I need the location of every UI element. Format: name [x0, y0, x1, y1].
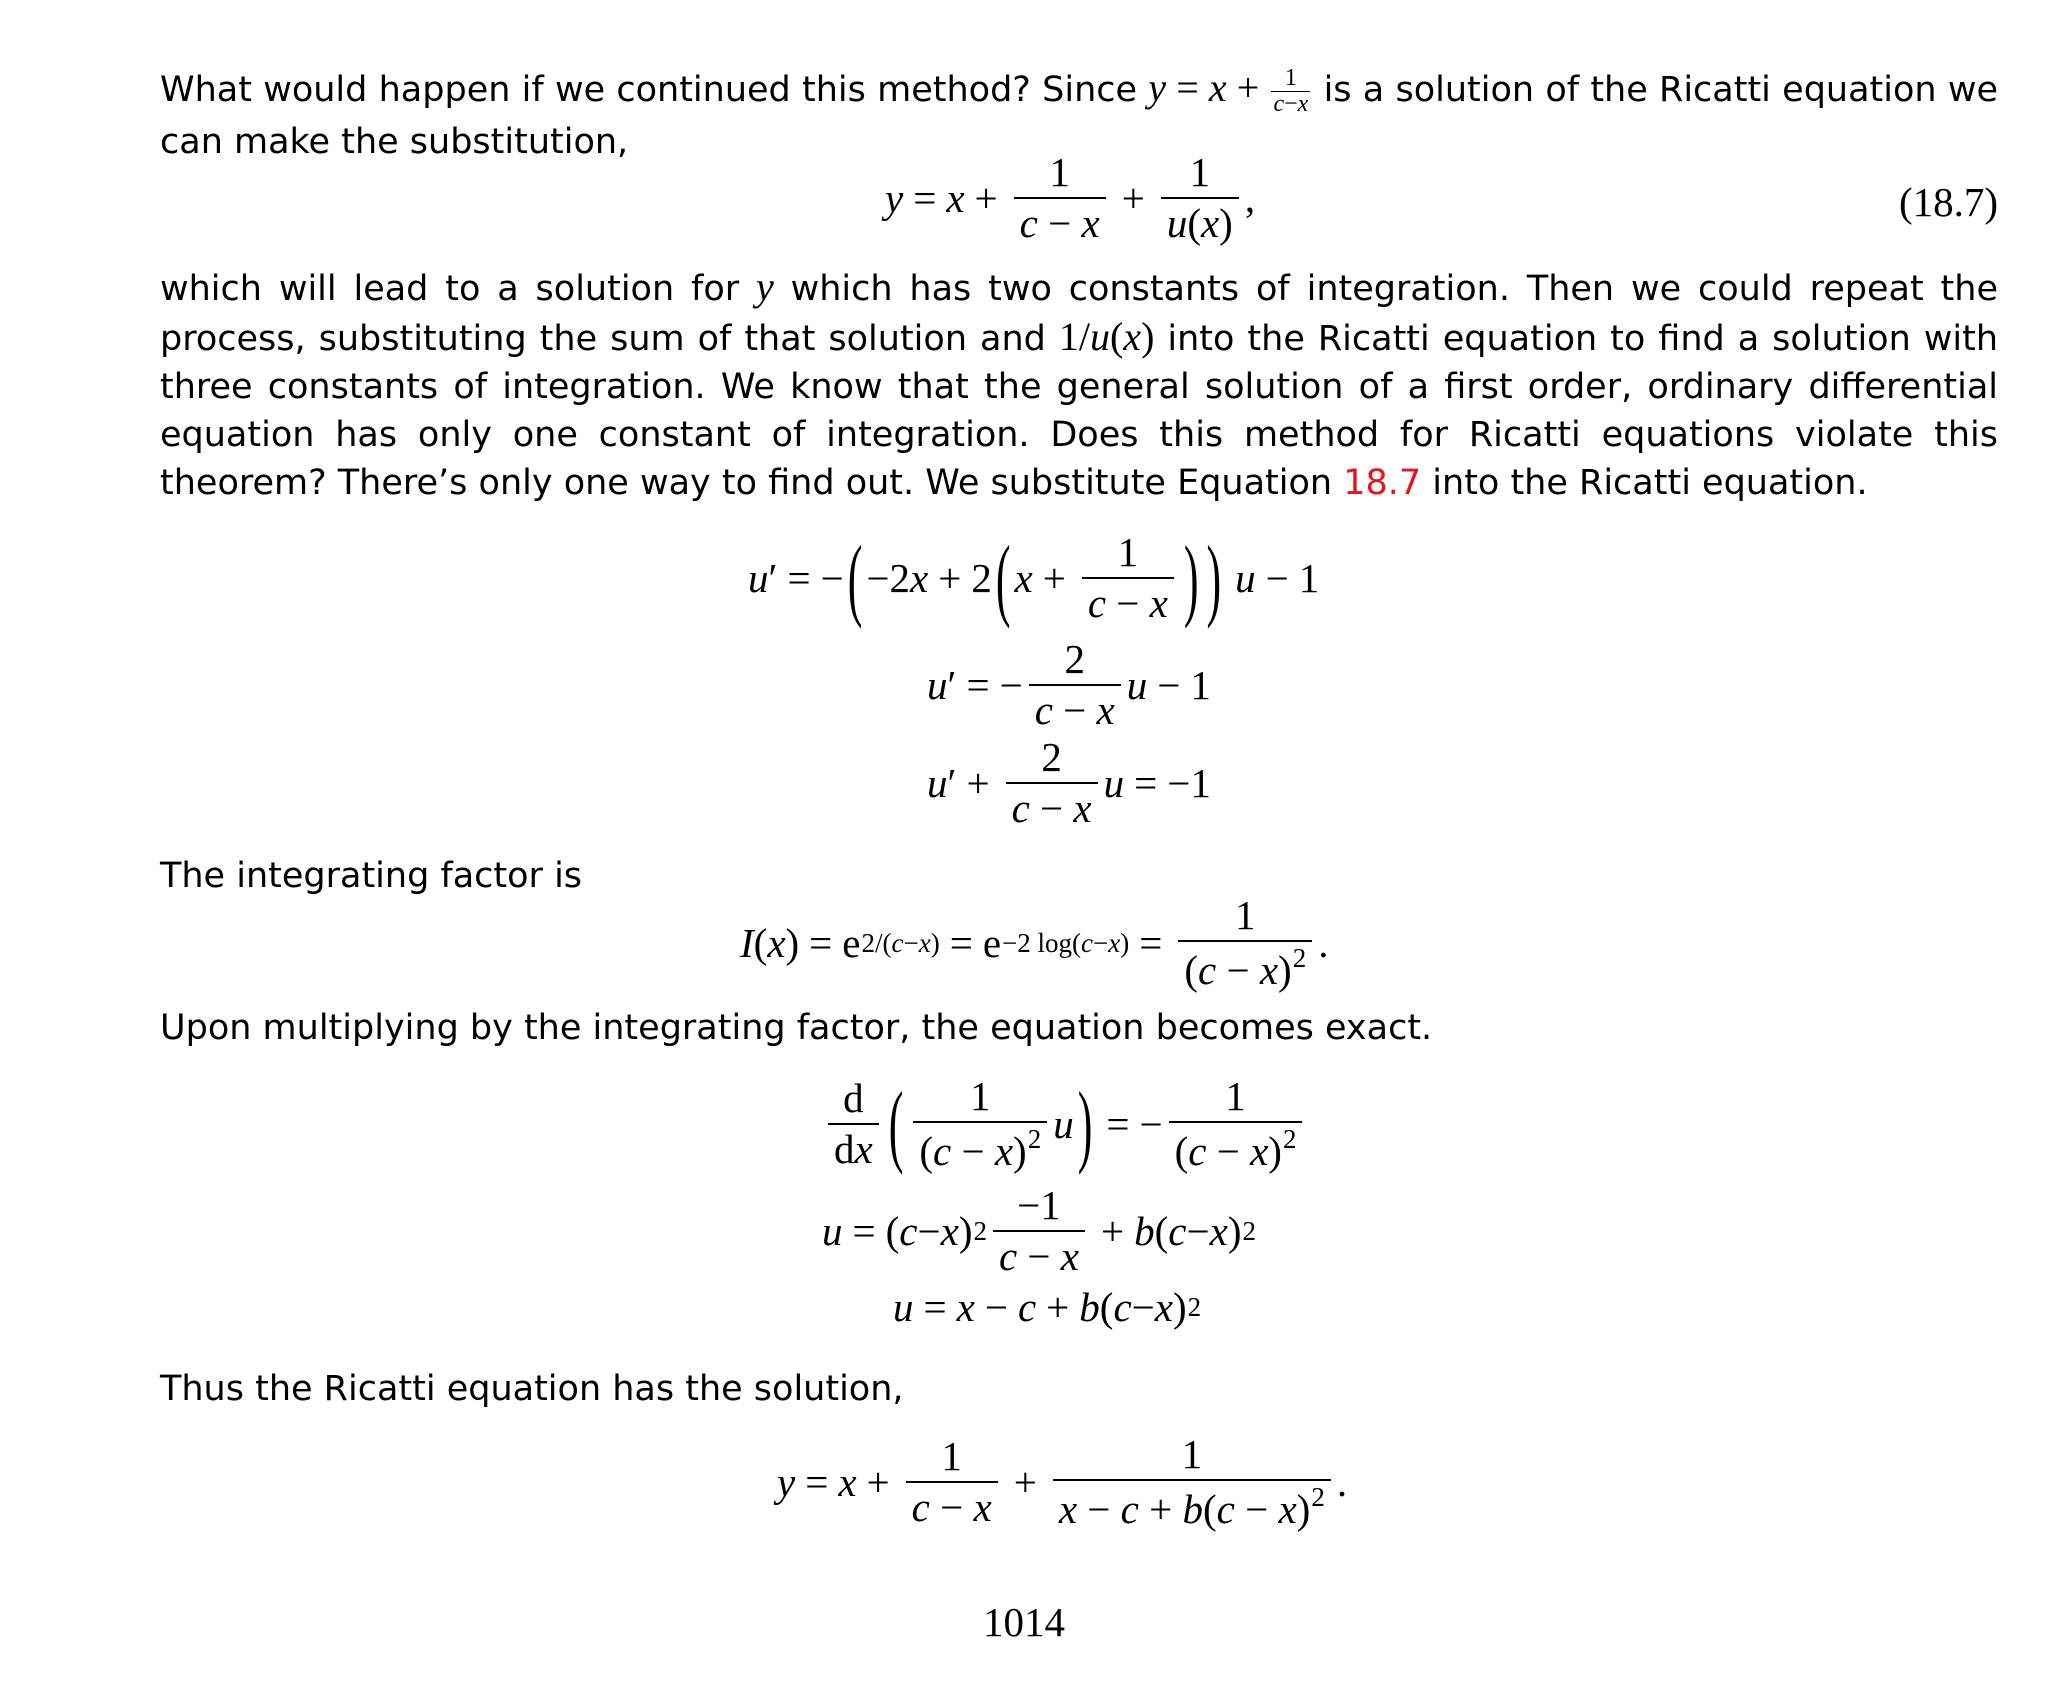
inline-math-one-over-u: 1/u(x): [1058, 314, 1155, 359]
paragraph-method-text-4: into the Ricatti equation.: [1421, 463, 1868, 503]
equation-reference-link[interactable]: 18.7: [1343, 463, 1422, 503]
paragraph-intro-text-1: What would happen if we continued this method? Since: [160, 70, 1149, 110]
paragraph-method-text-3: into the Ricatti equation to find a solution with three constants of integration. We know that the general solution of a first order, ordinary differential equation has only one constant of integration. Does this method for Ricatti equations violate this theorem? There’s only one way to find out. We substitute Equation: [160, 319, 1999, 503]
paragraph-method-text-2: which has two constants of integration. Then we could repeat the process, substituting the sum of that solution and: [160, 269, 1998, 359]
inline-fraction: $\frac{1}{c-x}$: [1273, 65, 1309, 118]
equation-substitution-2: u ′ = − $\frac{2}{c - x}$ u − 1: [927, 636, 1211, 734]
equation-number: (18.7): [1898, 179, 1998, 225]
equation-final-solution: y = x + $\frac{1}{c - x}$ + $\frac{1}{x - c + b(c - x)^2}$ .: [777, 1431, 1348, 1533]
equation-integrating-factor: I ( x ) = e 2/(c−x) = e −2 log(c−x) = $\frac{1}{(c - x)^2}$ .: [740, 892, 1329, 994]
paragraph-solution: Thus the Ricatti equation has the solution,: [160, 1369, 904, 1409]
equation-exact-2: u = ( c − x ) 2 $\frac{-1}{c - x}$ + b ( c − x ) 2: [822, 1182, 1256, 1280]
inline-var-y: y: [755, 264, 774, 309]
page-number: 1014: [983, 1599, 1065, 1645]
equation-substitution-1: u ′ = − ( −2 x + 2 ( x + $\frac{1}{c - x}$ ) ) u − 1: [748, 526, 1320, 630]
equation-exact-3: u = x − c + b ( c − x ) 2: [893, 1284, 1202, 1330]
paragraph-integrating-factor: The integrating factor is: [160, 856, 583, 896]
equation-exact-1: $\frac{d}{dx}$ ( $\frac{1}{(c - x)^2}$ u ) = − $\frac{1}{(c - x)^2}$: [822, 1074, 1308, 1174]
paragraph-intro-text-2: is a solution of the Ricatti equation we can make the substitution,: [160, 70, 1998, 162]
equation-substitution-3: u ′ + $\frac{2}{c - x}$ u = −1: [927, 734, 1211, 832]
paragraph-method-text-1: which will lead to a solution for: [160, 269, 756, 309]
paragraph-exact: Upon multiplying by the integrating factor, the equation becomes exact.: [160, 1008, 1433, 1048]
inline-math-y-equals: y = x + $\frac{1}{c-x}$: [1148, 65, 1309, 118]
equation-18-7: y = x + $\frac{1}{c - x}$ + $\frac{1}{u(x)}$ ,: [885, 149, 1256, 247]
paragraph-method: [160, 263, 1998, 507]
